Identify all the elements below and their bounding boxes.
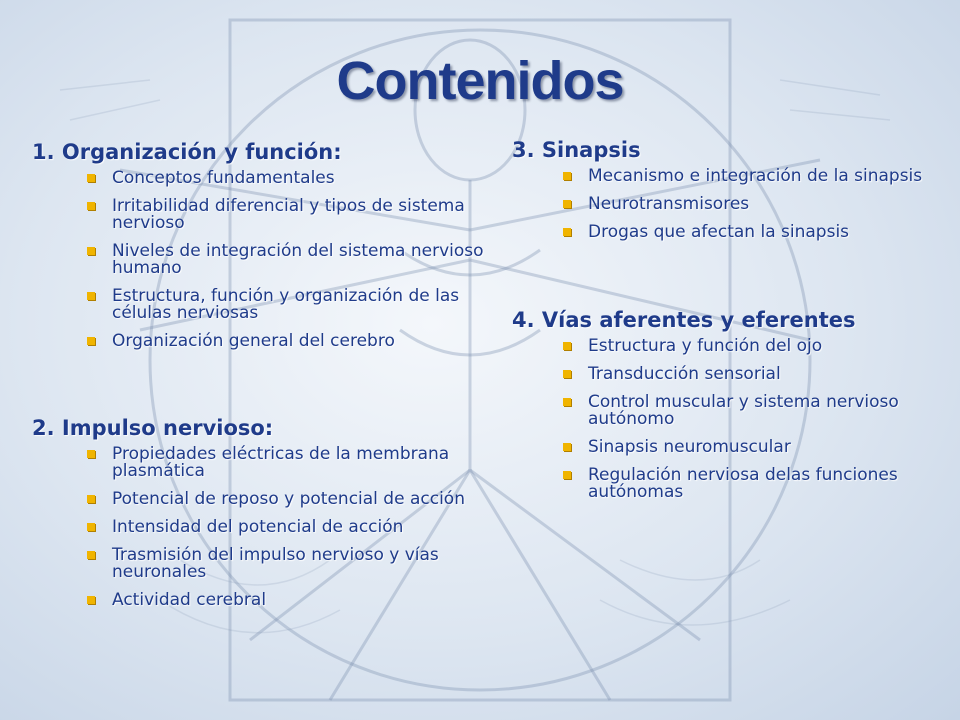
bullet-list [512, 168, 932, 241]
list-item-text: Niveles de integración del sistema nervioso humano [112, 241, 484, 278]
list-item [560, 196, 932, 213]
section-impulso [32, 416, 532, 620]
square-bullet-icon [87, 450, 95, 458]
list-item-text: Intensidad del potencial de acción [112, 517, 404, 537]
list-item [84, 198, 512, 232]
square-bullet-icon [563, 398, 571, 406]
list-item [84, 243, 512, 277]
square-bullet-icon [87, 495, 95, 503]
list-item [560, 366, 932, 383]
list-item-text: Propiedades eléctricas de la membrana plasmática [112, 444, 450, 481]
square-bullet-icon [87, 551, 95, 559]
square-bullet-icon [87, 523, 95, 531]
list-item-text: Trasmisión del impulso nervioso y vías neuronales [112, 545, 439, 582]
list-item-text: Actividad cerebral [112, 590, 267, 610]
square-bullet-icon [87, 247, 95, 255]
list-item-text: Estructura y función del ojo [588, 336, 823, 356]
square-bullet-icon [87, 337, 95, 345]
list-item [84, 592, 532, 609]
square-bullet-icon [563, 370, 571, 378]
list-item [84, 170, 512, 187]
list-item-text: Sinapsis neuromuscular [588, 437, 791, 457]
list-item [84, 519, 532, 536]
list-item [84, 288, 512, 322]
bullet-list [512, 338, 932, 501]
section-vias [512, 308, 932, 512]
list-item [560, 168, 932, 185]
list-item [560, 467, 932, 501]
list-item-text: Drogas que afectan la sinapsis [588, 222, 850, 242]
square-bullet-icon [563, 228, 571, 236]
list-item [560, 394, 932, 428]
list-item [84, 491, 532, 508]
square-bullet-icon [87, 596, 95, 604]
square-bullet-icon [563, 200, 571, 208]
list-item [84, 333, 512, 350]
section-heading: 3. Sinapsis [512, 138, 641, 162]
list-item [84, 446, 532, 480]
list-item [84, 547, 532, 581]
list-item [560, 338, 932, 355]
list-item-text: Control muscular y sistema nervioso autónomo [588, 392, 899, 429]
list-item-text: Organización general del cerebro [112, 331, 395, 351]
list-item-text: Mecanismo e integración de la sinapsis [588, 166, 923, 186]
list-item-text: Transducción sensorial [588, 364, 781, 384]
list-item [560, 439, 932, 456]
slide-title: Contenidos [336, 51, 624, 111]
square-bullet-icon [563, 172, 571, 180]
square-bullet-icon [563, 342, 571, 350]
bullet-list [32, 170, 512, 350]
square-bullet-icon [87, 174, 95, 182]
list-item-text: Conceptos fundamentales [112, 168, 335, 188]
list-item-text: Regulación nerviosa delas funciones autónomas [588, 465, 898, 502]
list-item [560, 224, 932, 241]
square-bullet-icon [87, 202, 95, 210]
section-organizacion [32, 140, 512, 361]
square-bullet-icon [563, 443, 571, 451]
list-item-text: Neurotransmisores [588, 194, 750, 214]
bullet-list [32, 446, 532, 609]
section-heading: 1. Organización y función: [32, 140, 342, 164]
list-item-text: Potencial de reposo y potencial de acción [112, 489, 465, 509]
section-heading: 2. Impulso nervioso: [32, 416, 274, 440]
list-item-text: Irritabilidad diferencial y tipos de sistema nervioso [112, 196, 465, 233]
square-bullet-icon [87, 292, 95, 300]
square-bullet-icon [563, 471, 571, 479]
section-sinapsis [512, 138, 932, 252]
list-item-text: Estructura, función y organización de las células nerviosas [112, 286, 460, 323]
section-heading: 4. Vías aferentes y eferentes [512, 308, 856, 332]
